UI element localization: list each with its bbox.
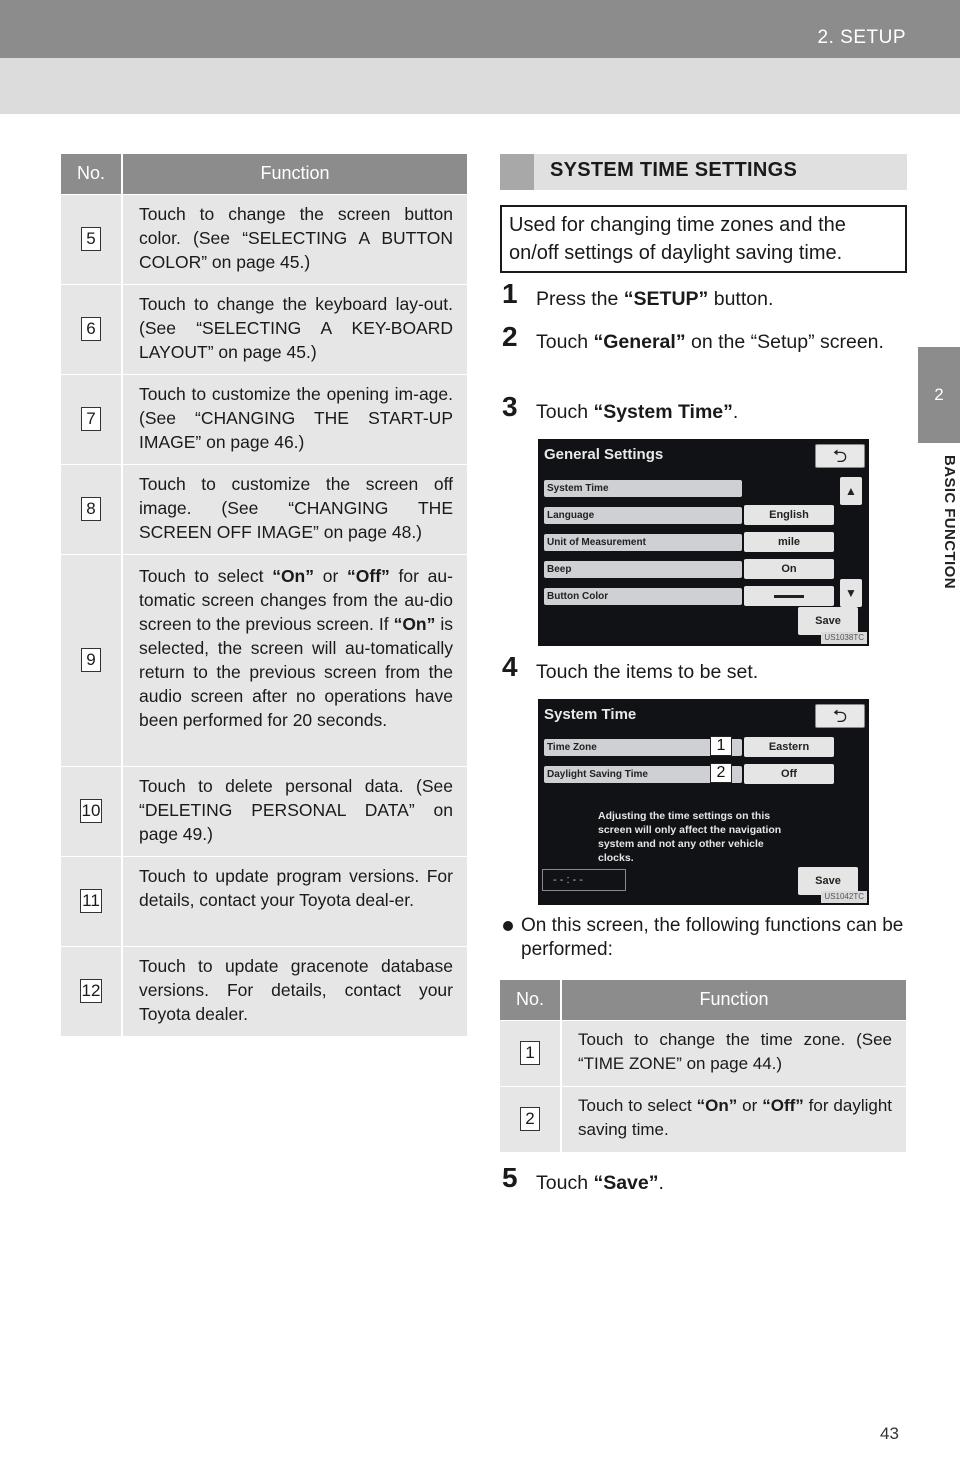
back-arrow-icon: ⮌: [832, 446, 848, 466]
table-row: [500, 1086, 906, 1152]
bullet-dot-icon: [503, 921, 513, 931]
clock-display: - - : - -: [542, 869, 626, 891]
row-function: Touch to change the screen button color. (See “SELECTING A BUTTON COLOR” on page 45.): [122, 194, 467, 284]
row-number-cell: [61, 194, 122, 284]
back-arrow-icon: ⮌: [832, 706, 848, 726]
step-number: 4: [502, 651, 518, 682]
table-row: [500, 1020, 906, 1086]
emphasis-text: “System Time”: [593, 401, 733, 423]
beep-value[interactable]: On: [744, 559, 834, 579]
row-number-cell: [61, 946, 122, 1036]
emphasis-text: “On”: [272, 565, 314, 586]
row-number-cell: [61, 554, 122, 766]
row-function: Touch to customize the screen off image. (See “CHANGING THE SCREEN OFF IMAGE” on page 48.): [122, 464, 467, 554]
step-number: 3: [502, 391, 518, 422]
row-number-cell: [500, 1020, 561, 1086]
step-text: Touch “Save”.: [536, 1172, 664, 1194]
page-number: 43: [880, 1424, 899, 1443]
callout-2: 2: [710, 763, 732, 783]
bullet-text: On this screen, the following functions can be performed:: [521, 915, 904, 960]
column-header-no: No.: [500, 980, 561, 1020]
header-band: [0, 58, 960, 114]
row-number-cell: [61, 284, 122, 374]
table-header-row: [500, 980, 906, 1020]
settings-row-system-time[interactable]: System Time: [544, 480, 742, 497]
row-number: 7: [81, 407, 101, 431]
scroll-up-icon: ▲: [845, 484, 857, 498]
row-number: 5: [81, 227, 101, 251]
image-code: US1042TC: [821, 891, 867, 903]
table-row: [61, 194, 467, 284]
row-number-cell: [61, 856, 122, 946]
table-row: [61, 554, 467, 766]
chapter-tab-label: BASIC FUNCTION: [941, 455, 958, 589]
settings-row-button-color[interactable]: Button Color: [544, 588, 742, 605]
step-number: 5: [502, 1162, 518, 1193]
row-number: 8: [81, 497, 101, 521]
emphasis-text: “General”: [593, 331, 686, 353]
row-number: 12: [80, 979, 103, 1003]
step-text: Touch “General” on the “Setup” screen.: [536, 331, 884, 353]
section-intro: Used for changing time zones and the on/off settings of daylight saving time.: [500, 205, 907, 273]
settings-row-unit[interactable]: Unit of Measurement: [544, 534, 742, 551]
row-number: 9: [81, 648, 101, 672]
step-text: Touch the items to be set.: [536, 661, 759, 683]
row-function: Touch to select “On” or “Off” for daylight saving time.: [561, 1086, 906, 1152]
scroll-down-icon: ▼: [845, 586, 857, 600]
save-button[interactable]: Save: [798, 867, 858, 895]
section-heading-marker: [500, 154, 534, 190]
chapter-title: 2. SETUP: [817, 27, 906, 48]
section-title: SYSTEM TIME SETTINGS: [550, 159, 798, 181]
step-text: Press the “SETUP” button.: [536, 288, 774, 310]
row-function: Touch to delete personal data. (See “DELETING PERSONAL DATA” on page 49.): [122, 766, 467, 856]
scroll-up-button[interactable]: [840, 477, 862, 505]
step-text: Touch “System Time”.: [536, 401, 739, 423]
row-number: 11: [80, 889, 102, 913]
page-header: [0, 0, 960, 58]
table-header-row: [61, 154, 467, 194]
column-header-no: No.: [61, 154, 122, 194]
daylight-saving-value[interactable]: Off: [744, 764, 834, 784]
time-settings-note: Adjusting the time settings on this screen will only affect the navigation system and not any other vehicle clocks.: [598, 810, 782, 864]
unit-value[interactable]: mile: [744, 532, 834, 552]
table-row: [61, 946, 467, 1036]
section-heading: [500, 154, 907, 190]
image-code: US1038TC: [821, 632, 867, 644]
save-button[interactable]: Save: [798, 607, 858, 635]
time-zone-value[interactable]: Eastern: [744, 737, 834, 757]
function-table-right: [500, 980, 906, 1153]
emphasis-text: “Off”: [347, 565, 390, 586]
row-number-cell: [61, 374, 122, 464]
row-number: 1: [520, 1041, 540, 1065]
table-row: [61, 284, 467, 374]
table-row: [61, 464, 467, 554]
emphasis-text: “On”: [696, 1095, 738, 1115]
system-time-screenshot: [538, 699, 869, 905]
row-number: 6: [81, 317, 101, 341]
back-button[interactable]: [815, 704, 865, 728]
table-row: [61, 766, 467, 856]
scroll-down-button[interactable]: [840, 579, 862, 607]
row-number-cell: [61, 766, 122, 856]
emphasis-text: “SETUP”: [623, 288, 709, 310]
column-header-function: Function: [122, 154, 467, 194]
back-button[interactable]: [815, 444, 865, 468]
row-function: Touch to customize the opening im-age. (See “CHANGING THE START-UP IMAGE” on page 46.): [122, 374, 467, 464]
settings-row-time-zone[interactable]: Time Zone: [544, 739, 742, 756]
settings-row-daylight-saving[interactable]: Daylight Saving Time: [544, 766, 742, 783]
row-number: 10: [80, 799, 103, 823]
button-color-value[interactable]: [744, 586, 834, 606]
row-number: 2: [520, 1107, 540, 1131]
emphasis-text: “On”: [393, 613, 436, 634]
row-number-cell: [500, 1086, 561, 1152]
emphasis-text: “Off”: [762, 1095, 804, 1115]
settings-row-beep[interactable]: Beep: [544, 561, 742, 578]
settings-row-language[interactable]: Language: [544, 507, 742, 524]
row-function: Touch to update program versions. For details, contact your Toyota deal-er.: [122, 856, 467, 946]
general-settings-screenshot: [538, 439, 869, 646]
row-function: Touch to change the keyboard lay-out. (See “SELECTING A KEY-BOARD LAYOUT” on page 45.): [122, 284, 467, 374]
chapter-tab-number: 2: [934, 385, 944, 404]
emphasis-text: “Save”: [593, 1172, 659, 1194]
row-function: Touch to select “On” or “Off” for au-tomatic screen changes from the au-dio screen to the previous screen. If “On” is selected, the screen will au-tomatically return to the previous screen from the audio screen after no operations have been performed for 20 seconds.: [122, 554, 467, 766]
function-table-left: [61, 154, 467, 1037]
row-function: Touch to update gracenote database versions. For details, contact your Toyota dealer.: [122, 946, 467, 1036]
step-number: 1: [502, 278, 518, 309]
step-2: [502, 321, 908, 388]
screen-title: System Time: [544, 706, 637, 723]
row-number-cell: [61, 464, 122, 554]
table-row: [61, 374, 467, 464]
language-value[interactable]: English: [744, 505, 834, 525]
table-row: [61, 856, 467, 946]
column-header-function: Function: [561, 980, 906, 1020]
step-number: 2: [502, 321, 518, 352]
row-function: Touch to change the time zone. (See “TIME ZONE” on page 44.): [561, 1020, 906, 1086]
screen-title: General Settings: [544, 446, 664, 463]
callout-1: 1: [710, 736, 732, 756]
